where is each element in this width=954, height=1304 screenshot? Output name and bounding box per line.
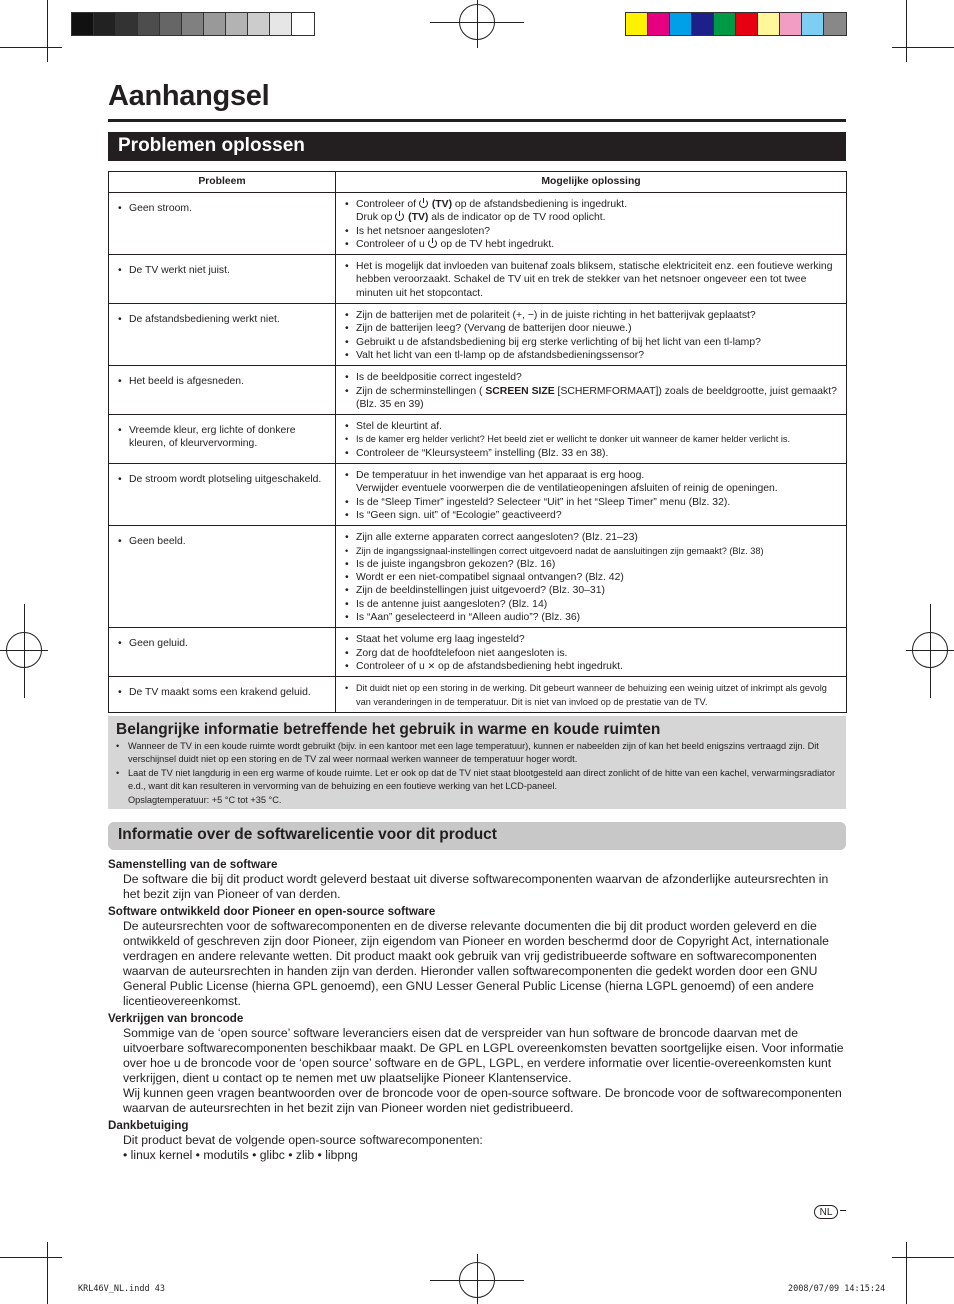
section-heading: Software ontwikkeld door Pioneer en open-source software (108, 905, 436, 918)
solution-item (342, 633, 840, 646)
registration-line (24, 604, 25, 698)
color-swatch (94, 13, 116, 35)
language-badge: NL (814, 1205, 838, 1219)
solution-text: Zorg dat de hoofdtelefoon niet aangesloten is. (356, 647, 568, 659)
table-row (109, 677, 847, 713)
color-swatch (204, 13, 226, 35)
solution-cell (336, 304, 847, 366)
solution-item (342, 385, 840, 412)
section-heading: Dankbetuiging (108, 1119, 189, 1132)
solution-text: Zijn de scherminstellingen ( (356, 385, 483, 397)
crop-mark (892, 47, 954, 48)
solution-text: Het is mogelijk dat invloeden van buitenaf zoals bliksem, statische elektriciteit enz. een foutieve werking hebben veroorzaakt. Schakel de TV uit en trek de stekker van het netsnoer ongeveer een tot twee minuten uit het stopcontact. (356, 261, 833, 299)
problem-text: • Geen beeld. (115, 535, 329, 548)
crop-mark (47, 1242, 48, 1304)
solution-text: Stel de kleurtint af. (356, 421, 443, 433)
list-item: • Laat de TV niet langdurig in een erg warme of koude ruimte. Let er ook op dat de TV niet staat blootgesteld aan direct zonlicht of de hitte van een kachel, verwarmingsradiator e.d., want dit kan resulteren in vervorming van de behuizing en een foutieve werking van het LCD-paneel. (116, 767, 838, 794)
solution-item (342, 509, 840, 522)
crop-mark (906, 1242, 907, 1304)
problem-cell (109, 193, 336, 255)
color-swatch (270, 13, 292, 35)
registration-line (430, 22, 524, 23)
solution-text: Zijn alle externe apparaten correct aangesloten? (Blz. 21–23) (356, 532, 638, 544)
paragraph: Wij kunnen geen vragen beantwoorden over de broncode voor de open-source software. De broncode voor de softwarecomponenten waarvan de auteursrechten in het bezit zijn van Pioneer worden niet gedistribueerd. (123, 1086, 842, 1115)
power-icon (395, 211, 405, 221)
troubleshooting-table (108, 171, 847, 713)
solution-text: als de indicator op de TV rood oplicht. (428, 212, 606, 224)
table-row (109, 464, 847, 526)
solution-item (342, 420, 840, 433)
section-heading: Verkrijgen van broncode (108, 1012, 244, 1025)
color-swatch (72, 13, 94, 35)
solution-item (342, 433, 840, 446)
button-label: SCREEN SIZE (485, 385, 555, 397)
problem-cell (109, 366, 336, 415)
solution-text: Wordt er een niet-compatibel signaal ontvangen? (Blz. 42) (356, 572, 624, 584)
problem-text: • Geen geluid. (115, 637, 329, 650)
problem-cell (109, 304, 336, 366)
solution-item (342, 336, 840, 349)
color-swatch (292, 13, 314, 35)
info-box-title: Belangrijke informatie betreffende het gebruik in warme en koude ruimten (116, 721, 661, 738)
solution-text: Zijn de beeldinstellingen juist uitgevoerd? (Blz. 30–31) (356, 585, 605, 597)
color-swatch (670, 13, 692, 35)
solution-item (342, 349, 840, 362)
color-swatch (802, 13, 824, 35)
problem-text: • De afstandsbediening werkt niet. (115, 313, 329, 326)
solution-text: Zijn de ingangssignaal-instellingen correct uitgevoerd nadat de aansluitingen zijn gemaakt? (Blz. 38) (356, 545, 764, 556)
solution-cell (336, 526, 847, 628)
solution-text: Staat het volume erg laag ingesteld? (356, 634, 525, 646)
component-list: • linux kernel • modutils • glibc • zlib • libpng (123, 1148, 358, 1162)
color-swatch (648, 13, 670, 35)
mute-icon: ✕ (427, 660, 436, 671)
problem-cell (109, 628, 336, 677)
solution-text: [SCHERMFORMAAT]) zoals de beeldgrootte, juist gemaakt? (Blz. 35 en 39) (356, 385, 837, 410)
solution-item (342, 238, 840, 251)
solution-item (342, 545, 840, 558)
solution-item (342, 647, 840, 660)
solution-text: op de TV hebt ingedrukt. (437, 238, 555, 250)
solution-item (342, 225, 840, 238)
registration-line (477, 0, 478, 48)
solution-cell (336, 255, 847, 304)
solution-text: Is de antenne juist aangesloten? (Blz. 14) (356, 598, 548, 610)
solution-text: Controleer of u (356, 660, 428, 672)
power-icon (419, 198, 429, 208)
solution-text: Is de “Sleep Timer” ingesteld? Selecteer “Uit” in het “Sleep Timer” menu (Blz. 32). (356, 496, 731, 508)
table-row (109, 366, 847, 415)
solution-item (342, 198, 840, 211)
solution-text: Is de beeldpositie correct ingesteld? (356, 372, 522, 384)
solution-text: Controleer of (356, 199, 419, 210)
table-row (109, 193, 847, 255)
table-header-problem: Probleem (109, 172, 336, 193)
solution-item (342, 371, 840, 384)
page-title: Aanhangsel (108, 80, 270, 112)
solution-item (342, 531, 840, 544)
paragraph: De software die bij dit product wordt geleverd bestaat uit diverse softwarecomponenten waarvan de afzonderlijke auteursrechten in het bezit zijn van Pioneer of van derden. (123, 872, 829, 901)
color-swatch (824, 13, 846, 35)
registration-line (0, 650, 48, 651)
crop-mark (906, 0, 907, 62)
solution-item (342, 211, 840, 224)
solution-text: Valt het licht van een tl-lamp op de afstandsbedieningssensor? (356, 349, 645, 361)
temperature-info-box (108, 716, 846, 809)
section-title: Problemen oplossen (108, 132, 846, 161)
problem-cell (109, 464, 336, 526)
registration-line (477, 1254, 478, 1304)
solution-text: Is de juiste ingangsbron gekozen? (Blz. 16) (356, 558, 556, 570)
solution-text: Druk op (356, 212, 396, 224)
solution-item (342, 469, 840, 482)
problem-text: • Vreemde kleur, erg lichte of donkere kleuren, of kleurvervorming. (115, 424, 329, 451)
table-row (109, 415, 847, 464)
color-swatch (160, 13, 182, 35)
solution-text: Gebruikt u de afstandsbediening bij erg sterke verlichting of bij het licht van een tl-lamp? (356, 336, 761, 348)
solution-item (342, 598, 840, 611)
solution-text: Zijn de batterijen met de polariteit (+, −) in de juiste richting in het batterijvak geplaatst? (356, 310, 756, 322)
problem-text: • Geen stroom. (115, 202, 329, 215)
table-row (109, 526, 847, 628)
table-row (109, 628, 847, 677)
solution-item (342, 260, 840, 300)
color-swatch (182, 13, 204, 35)
solution-cell (336, 677, 847, 713)
color-swatch (226, 13, 248, 35)
license-section-title: Informatie over de softwarelicentie voor dit product (108, 822, 846, 850)
solution-text: Controleer of u (356, 238, 428, 250)
solution-text: Dit duidt niet op een storing in de werking. Dit gebeurt wanneer de behuizing een weinig uitzet of inkrimpt als gevolg van veranderingen in de temperatuur. Dit is niet van invloed op de prestatie van de TV. (356, 683, 827, 707)
solution-cell (336, 628, 847, 677)
paragraph: De auteursrechten voor de softwarecomponenten en de diverse relevante documenten die bij dit product worden geleverd en die ontwikkeld of geschreven zijn door Pioneer, zijn eigendom van Pioneer en worden beschermd door de Copyright Act, internationale verdragen en andere relevante wetten. Dit product maakt ook gebruik van vrij gedistribueerde software en softwarecomponenten waarvan de auteursrechten in handen zijn van derden. Hieronder vallen softwarecomponenten die gedekt worden door een GNU General Public License (hierna GPL genoemd), een GNU Lesser General Public License (hierna LGPL genoemd) of een andere licentieovereenkomst. (123, 919, 829, 1008)
footer-datetime: 2008/07/09 14:15:24 (788, 1284, 886, 1294)
table-row (109, 304, 847, 366)
solution-text: Verwijder eventuele voorwerpen die de ventilatieopeningen afsluiten of reinig de openingen. (356, 483, 778, 495)
solution-text: De temperatuur in het inwendige van het apparaat is erg hoog. (356, 470, 645, 482)
paragraph: Sommige van de ‘open source’ software leveranciers eisen dat de verspreider van hun software de broncode daarvan met de uitvoerbare softwarecomponenten beschikbaar maakt. De GPL en LGPL overeenkomsten bevatten soortgelijke eisen. Voor informatie over hoe u de broncode voor de ‘open source’ software en de GPL, LGPL, en verdere informatie over licentie-overeenkomsten kunt verkrijgen, dient u contact op te nemen met uw plaatselijke Pioneer Klantenservice. (123, 1026, 844, 1085)
registration-line (906, 650, 954, 651)
solution-cell (336, 366, 847, 415)
solution-text: Controleer de “Kleursysteem” instelling (Blz. 33 en 38). (356, 447, 609, 459)
solution-text: Is “Aan” geselecteerd in “Alleen audio”? (Blz. 36) (356, 612, 581, 624)
solution-text: op de afstandsbediening is ingedrukt. (452, 199, 628, 210)
problem-cell (109, 415, 336, 464)
color-swatch (116, 13, 138, 35)
solution-text: Is de kamer erg helder verlicht? Het beeld ziet er wellicht te donker uit wanneer de kamer helder verlicht is. (356, 434, 791, 445)
color-swatch (692, 13, 714, 35)
solution-text: Zijn de batterijen leeg? (Vervang de batterijen door nieuwe.) (356, 323, 632, 335)
registration-line (430, 1280, 524, 1281)
crop-mark (892, 1257, 954, 1258)
paragraph: Dit product bevat de volgende open-source softwarecomponenten: (123, 1133, 483, 1147)
gray-swatch-bar (71, 12, 315, 36)
solution-item (342, 660, 840, 673)
solution-item (342, 611, 840, 624)
solution-item (342, 309, 840, 322)
color-swatch-bar (625, 12, 847, 36)
table-row (109, 255, 847, 304)
storage-temperature: Opslagtemperatuur: +5 °C tot +35 °C. (128, 794, 282, 805)
section-heading: Samenstelling van de software (108, 858, 278, 871)
solution-cell (336, 464, 847, 526)
crop-mark (0, 1257, 62, 1258)
problem-text: • De stroom wordt plotseling uitgeschakeld. (115, 473, 329, 486)
solution-item (342, 682, 840, 709)
registration-line (930, 604, 931, 698)
footer-filename: KRL46V_NL.indd 43 (78, 1284, 165, 1294)
crop-mark (0, 47, 62, 48)
solution-cell (336, 193, 847, 255)
page-number-dash (840, 1210, 846, 1211)
solution-item (342, 322, 840, 335)
solution-item (342, 571, 840, 584)
color-swatch (780, 13, 802, 35)
solution-text: Is het netsnoer aangesloten? (356, 225, 491, 237)
color-swatch (758, 13, 780, 35)
problem-text: • De TV maakt soms een krakend geluid. (115, 686, 329, 699)
solution-item (342, 584, 840, 597)
title-rule (108, 119, 846, 122)
solution-item (342, 482, 840, 495)
table-header-solution: Mogelijke oplossing (336, 172, 847, 193)
color-swatch (714, 13, 736, 35)
color-swatch (736, 13, 758, 35)
solution-item (342, 558, 840, 571)
crop-mark (47, 0, 48, 62)
problem-text: • De TV werkt niet juist. (115, 264, 329, 277)
problem-cell (109, 255, 336, 304)
solution-text: Is “Geen sign. uit” of “Ecologie” geactiveerd? (356, 509, 562, 521)
button-label: (TV) (431, 199, 453, 210)
solution-item (342, 496, 840, 509)
color-swatch (138, 13, 160, 35)
solution-text: op de afstandsbediening hebt ingedrukt. (435, 660, 623, 672)
solution-item (342, 447, 840, 460)
problem-cell (109, 526, 336, 628)
solution-cell (336, 415, 847, 464)
list-item: • Wanneer de TV in een koude ruimte wordt gebruikt (bijv. in een kantoor met een lage temperatuur), kunnen er nabeelden zijn of kan het beeld enigszins vertraagd zijn. Dit verschijnsel duidt niet op een storing en de TV zal weer normaal werken wanneer de temperatuur hoger wordt. (116, 740, 838, 767)
license-body (108, 858, 848, 1166)
problem-cell (109, 677, 336, 713)
button-label: (TV) (408, 212, 429, 224)
color-swatch (626, 13, 648, 35)
info-box-list (116, 740, 838, 807)
problem-text: • Het beeld is afgesneden. (115, 375, 329, 388)
color-swatch (248, 13, 270, 35)
power-icon (428, 238, 438, 248)
